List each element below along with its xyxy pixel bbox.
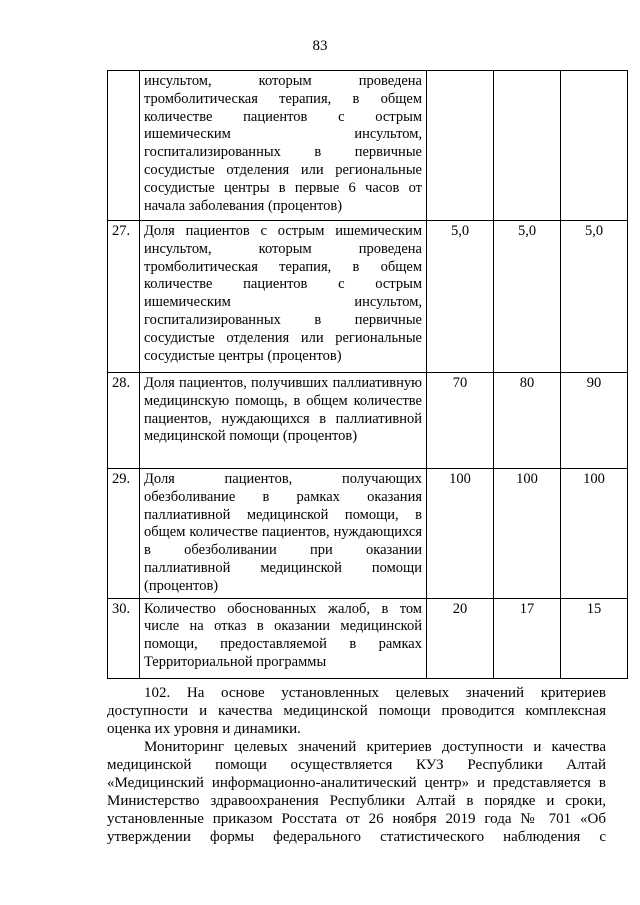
paragraph-monitoring: Мониторинг целевых значений критериев доступности и качества медицинской помощи осуществляется КУЗ Республики Алтай «Медицинский информационно-аналитический центр» и представляется в Министерство здравоохранения Республики Алтай в порядке и сроки, установленные приказом Росстата от 26 ноября 2019 года № 701 «Об утверждении формы федерального статистического наблюдения с <box>107 739 606 845</box>
value-cell: 100 <box>494 469 561 599</box>
row-description: инсультом, которым проведена тромболитическая терапия, в общем количестве пациентов с острым ишемическим инсультом, госпитализированных в первичные сосудистые отделения или региональные сосудистые центры в первые 6 часов от начала заболевания (процентов) <box>140 71 427 221</box>
table-row <box>108 598 628 678</box>
value-cell: 100 <box>561 469 628 599</box>
value-cell: 20 <box>427 598 494 678</box>
row-description: Доля пациентов, получивших паллиативную медицинскую помощь, в общем количестве пациентов, нуждающихся в паллиативной медицинской помощи (процентов) <box>140 373 427 469</box>
row-description: Доля пациентов, получающих обезболивание в рамках оказания паллиативной медицинской помощи, в общем количестве пациентов, нуждающихся в обезболивании при оказании паллиативной медицинской помощи (процентов) <box>140 469 427 599</box>
value-cell: 17 <box>494 598 561 678</box>
table-row <box>108 221 628 373</box>
table-row <box>108 373 628 469</box>
row-description: Доля пациентов с острым ишемическим инсультом, которым проведена тромболитическая терапия, в общем количестве пациентов с острым ишемическим инсультом, госпитализированных в первичные сосудистые отделения или региональные сосудистые центры (процентов) <box>140 221 427 373</box>
table-row <box>108 469 628 599</box>
value-cell <box>561 71 628 221</box>
value-cell <box>427 71 494 221</box>
paragraph-102: 102. На основе установленных целевых значений критериев доступности и качества медицинской помощи проводится комплексная оценка их уровня и динамики. <box>107 685 606 737</box>
value-cell: 5,0 <box>494 221 561 373</box>
row-number: 27. <box>108 221 140 373</box>
value-cell: 100 <box>427 469 494 599</box>
value-cell: 5,0 <box>561 221 628 373</box>
row-number: 28. <box>108 373 140 469</box>
page-number: 83 <box>312 38 328 54</box>
row-number: 29. <box>108 469 140 599</box>
row-number: 30. <box>108 598 140 678</box>
value-cell: 5,0 <box>427 221 494 373</box>
value-cell <box>494 71 561 221</box>
criteria-table <box>107 70 628 679</box>
row-number <box>108 71 140 221</box>
value-cell: 15 <box>561 598 628 678</box>
value-cell: 80 <box>494 373 561 469</box>
table-row <box>108 71 628 221</box>
value-cell: 70 <box>427 373 494 469</box>
row-description: Количество обоснованных жалоб, в том числе на отказ в оказании медицинской помощи, предоставляемой в рамках Территориальной программы <box>140 598 427 678</box>
value-cell: 90 <box>561 373 628 469</box>
